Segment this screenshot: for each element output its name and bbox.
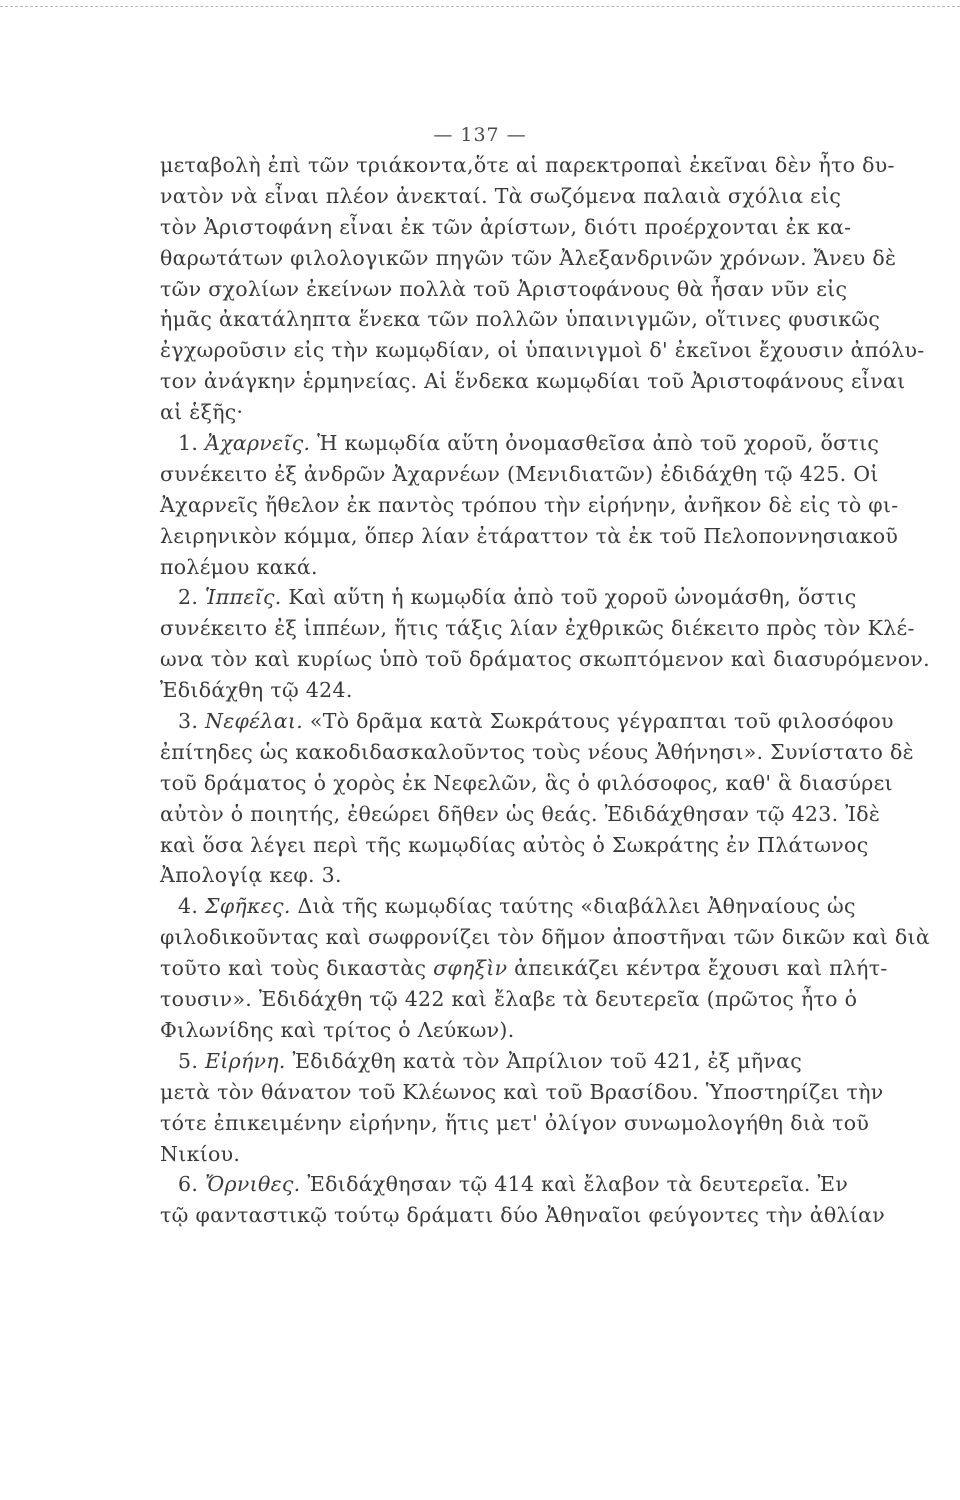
text-line — [160, 366, 906, 397]
text-run: 3. — [178, 709, 205, 734]
text-run: Ἐδιδάχθη κατὰ τὸν Ἀπρίλιον τοῦ 421, ἐξ μῆνας — [285, 1048, 803, 1073]
text-line — [160, 428, 880, 459]
play-title: Εἰρήνη. — [204, 1048, 286, 1073]
text-line — [160, 613, 915, 644]
text-run: ωνα τὸν καὶ κυρίως ὑπὸ τοῦ δράματος σκωπτόμενον καὶ διασυρόμενον. — [160, 647, 930, 672]
text-line — [160, 181, 842, 212]
text-run: Ἐδιδάχθησαν τῷ 414 καὶ ἔλαβον τὰ δευτερεῖα. Ἐν — [300, 1172, 849, 1197]
text-run: 2. — [178, 585, 205, 610]
text-line — [160, 737, 914, 768]
text-run: Ἐδιδάχθη τῷ 424. — [160, 678, 353, 703]
text-run: ἡμᾶς ἀκατάληπτα ἕνεκα τῶν πολλῶν ὑπαινιγμῶν, οἵτινες φυσικῶς — [160, 307, 881, 332]
text-line — [160, 459, 879, 490]
text-line — [160, 212, 852, 243]
text-line — [160, 922, 931, 953]
scan-edge-line — [0, 6, 960, 7]
text-run: αἱ ἑξῆς· — [160, 400, 244, 425]
text-line — [160, 860, 820, 891]
text-run: τὸν Ἀριστοφάνη εἶναι ἐκ τῶν ἀρίστων, διότι προέρχονται ἐκ κα- — [160, 214, 852, 239]
text-line — [160, 1046, 820, 1077]
text-run: 4. — [178, 894, 205, 919]
text-line — [160, 552, 820, 583]
text-line — [160, 397, 820, 428]
text-line — [160, 1077, 884, 1108]
text-run: ἀπεικάζει κέντρα ἔχουσι καὶ πλήτ- — [507, 956, 888, 981]
text-run: Ἀχαρνεῖς ἤθελον ἐκ παντὸς τρόπου τὴν εἰρήνην, ἀνῆκον δὲ εἰς τὸ φι- — [160, 492, 899, 517]
text-line — [160, 150, 895, 181]
play-title: Σφῆκες. — [204, 894, 291, 919]
text-run: πολέμου κακά. — [160, 554, 318, 579]
text-line — [160, 830, 869, 861]
text-run: μετὰ τὸν θάνατον τοῦ Κλέωνος καὶ τοῦ Βρασίδου. Ὑποστηρίζει τὴν — [160, 1079, 884, 1104]
page-number: — 137 — — [433, 124, 527, 146]
text-line — [160, 490, 899, 521]
text-line — [160, 706, 894, 737]
text-line — [160, 274, 848, 305]
text-run: 6. — [178, 1172, 205, 1197]
text-run: Ἡ κωμῳδία αὕτη ὀνομασθεῖσα ἀπὸ τοῦ χοροῦ, ὅστις — [310, 431, 880, 456]
text-run: νατὸν νὰ εἶναι πλέον ἀνεκταί. Τὰ σωζόμενα παλαιὰ σχόλια εἰς — [160, 183, 842, 208]
play-title: Ἱππεῖς. — [204, 585, 282, 610]
text-run: τότε ἐπικειμένην εἰρήνην, ἥτις μετ' ὀλίγον συνωμολογήθη διὰ τοῦ — [160, 1110, 870, 1135]
text-run: Καὶ αὕτη ἡ κωμῳδία ἀπὸ τοῦ χοροῦ ὠνομάσθη, ὅστις — [281, 585, 857, 610]
text-line — [160, 521, 899, 552]
text-run: τοῦ δράματος ὁ χορὸς ἐκ Νεφελῶν, ἃς ὁ φιλόσοφος, καθ' ἃ διασύρει — [160, 770, 893, 795]
play-title: Ἀχαρνεῖς. — [204, 431, 311, 456]
text-run: 1. — [178, 431, 205, 456]
text-line — [160, 1108, 870, 1139]
text-line — [160, 768, 893, 799]
text-run: Διὰ τῆς κωμῳδίας ταύτης «διαβάλλει Ἀθηναίους ὡς — [290, 894, 856, 919]
text-line — [160, 799, 881, 830]
text-line — [160, 582, 857, 613]
text-line — [160, 243, 897, 274]
play-title: Νεφέλαι. — [204, 709, 304, 734]
text-line — [160, 304, 881, 335]
text-run: μεταβολὴ ἐπὶ τῶν τριάκοντα,ὅτε αἱ παρεκτροπαὶ ἐκεῖναι δὲν ἦτο δυ- — [160, 153, 895, 177]
text-run: λειρηνικὸν κόμμα, ὅπερ λίαν ἐτάραττον τὰ ἐκ τοῦ Πελοποννησιακοῦ — [160, 523, 899, 548]
text-run: αὐτὸν ὁ ποιητής, ἐθεώρει δῆθεν ὡς θεάς. Ἐδιδάχθησαν τῷ 423. Ἰδὲ — [160, 801, 881, 826]
text-run: τῷ φανταστικῷ τούτῳ δράματι δύο Ἀθηναῖοι φεύγοντες τὴν ἀθλίαν — [160, 1203, 886, 1228]
text-run: θαρωτάτων φιλολογικῶν πηγῶν τῶν Ἀλεξανδρινῶν χρόνων. Ἄνευ δὲ — [160, 245, 897, 270]
text-line — [160, 1169, 849, 1200]
text-line — [160, 1200, 886, 1231]
text-run: 5. — [178, 1048, 205, 1073]
text-line — [160, 984, 858, 1015]
text-run: τον ἀνάγκην ἑρμηνείας. Αἱ ἕνδεκα κωμῳδίαι τοῦ Ἀριστοφάνους εἶναι — [160, 369, 906, 394]
play-title: Ὄρνιθες. — [204, 1172, 301, 1197]
text-run: Φιλωνίδης καὶ τρίτος ὁ Λεύκων). — [160, 1017, 515, 1042]
text-run: ἐγχωροῦσιν εἰς τὴν κωμῳδίαν, οἱ ὑπαινιγμοὶ δ' ἐκεῖνοι ἔχουσιν ἀπόλυ- — [160, 338, 925, 363]
text-line — [160, 644, 930, 675]
text-run: τοῦτο καὶ τοὺς δικαστὰς — [160, 956, 434, 981]
text-run: συνέκειτο ἐξ ἀνδρῶν Ἀχαρνέων (Μενιδιατῶν) ἐδιδάχθη τῷ 425. Οἱ — [160, 461, 879, 486]
text-line — [160, 335, 925, 366]
body-text — [160, 150, 931, 1231]
text-line — [160, 1139, 820, 1170]
text-run: Νικίου. — [160, 1141, 241, 1166]
text-line — [160, 953, 888, 984]
text-run: «Τὸ δρᾶμα κατὰ Σωκράτους γέγραπται τοῦ φιλοσόφου — [303, 709, 894, 734]
text-run: τουσιν». Ἐδιδάχθη τῷ 422 καὶ ἔλαβε τὰ δευτερεῖα (πρῶτος ἦτο ὁ — [160, 987, 858, 1012]
text-line — [160, 891, 856, 922]
text-line — [160, 1015, 820, 1046]
text-run: καὶ ὅσα λέγει περὶ τῆς κωμῳδίας αὐτὸς ὁ Σωκράτης ἐν Πλάτωνος — [160, 832, 869, 857]
text-run: ἐπίτηδες ὡς κακοδιδασκαλοῦντος τοὺς νέους Ἀθήνησι». Συνίστατο δὲ — [160, 739, 914, 764]
text-run: τῶν σχολίων ἐκείνων πολλὰ τοῦ Ἀριστοφάνους θὰ ἦσαν νῦν εἰς — [160, 276, 848, 301]
text-run: φιλοδικοῦντας καὶ σωφρονίζει τὸν δῆμον ἀποστῆναι τῶν δικῶν καὶ διὰ — [160, 925, 931, 950]
text-line — [160, 675, 820, 706]
play-title: σφηξὶν — [433, 956, 508, 981]
text-run: συνέκειτο ἐξ ἱππέων, ἥτις τάξις λίαν ἐχθρικῶς διέκειτο πρὸς τὸν Κλέ- — [160, 616, 915, 641]
text-run: Ἀπολογίᾳ κεφ. 3. — [160, 863, 342, 888]
